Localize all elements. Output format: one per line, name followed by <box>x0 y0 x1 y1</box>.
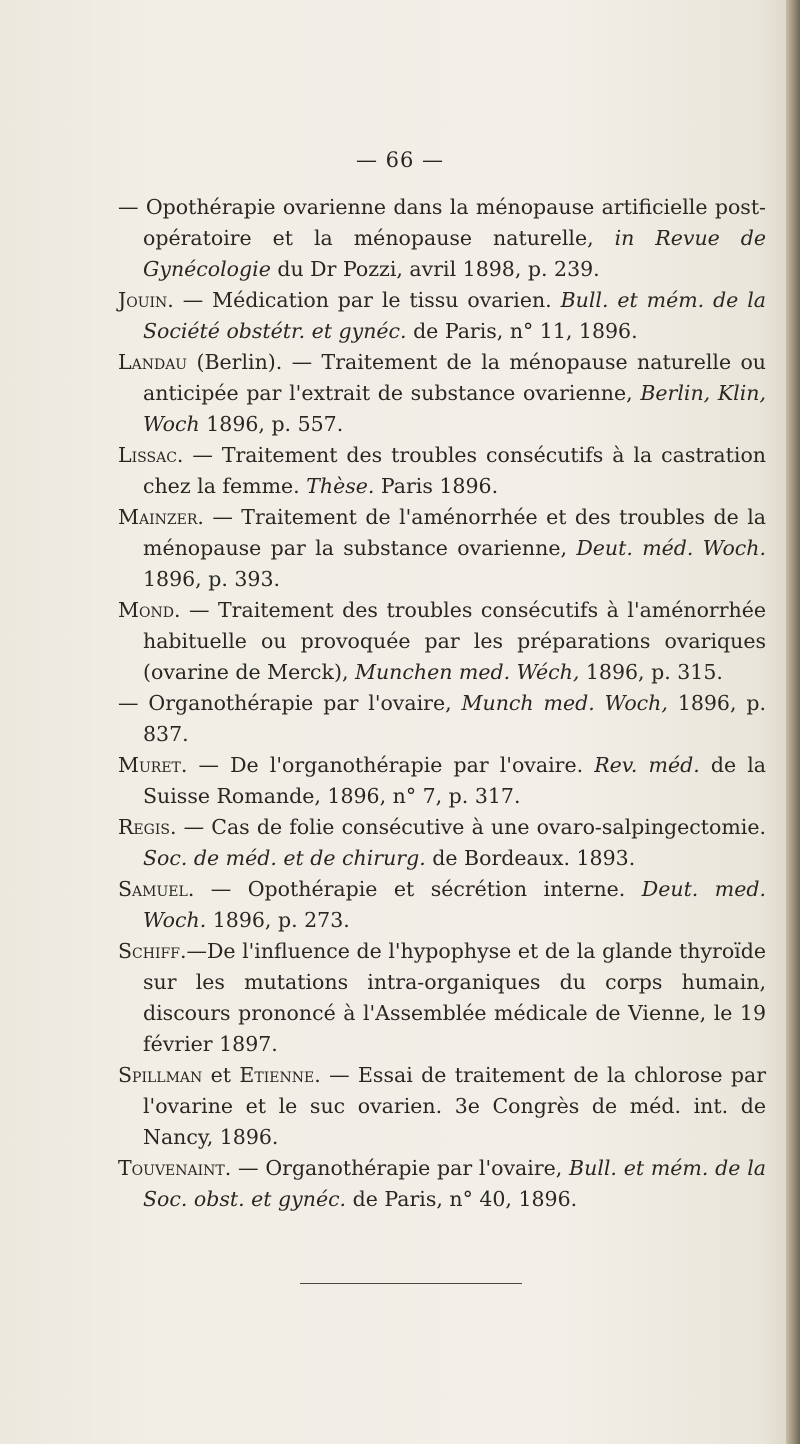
bibliography-entry: Schiff.—De l'influence de l'hypophyse et de la glande thyroïde sur les mutations intra-organiques du corps humain, discours prononcé à l'Assemblée médicale de Vienne, le 19 février 1897. <box>118 939 766 1056</box>
bibliography-entry: Touvenaint. — Organothérapie par l'ovaire, Bull. et mém. de la Soc. obst. et gynéc. de Paris, n° 40, 1896. <box>118 1156 766 1211</box>
bibliography-entry: Lissac. — Traitement des troubles consécutifs à la castration chez la femme. Thèse. Paris 1896. <box>118 443 766 498</box>
bibliography-entry: Jouin. — Médication par le tissu ovarien. Bull. et mém. de la Société obstétr. et gynéc. de Paris, n° 11, 1896. <box>118 288 766 343</box>
bibliography-entry: Landau (Berlin). — Traitement de la ménopause naturelle ou anticipée par l'extrait de substance ovarienne, Berlin, Klin, Woch 1896, p. 557. <box>118 350 766 436</box>
bibliography-list <box>118 192 766 1215</box>
end-rule <box>300 1283 522 1284</box>
bibliography-entry: — Opothérapie ovarienne dans la ménopause artificielle post-opératoire et la ménopause naturelle, in Revue de Gynécologie du Dr Pozzi, avril 1898, p. 239. <box>118 195 766 281</box>
bibliography-entry: Mainzer. — Traitement de l'aménorrhée et des troubles de la ménopause par la substance ovarienne, Deut. méd. Woch. 1896, p. 393. <box>118 505 766 591</box>
binding-edge <box>786 0 800 1444</box>
bibliography-entry: Muret. — De l'organothérapie par l'ovaire. Rev. méd. de la Suisse Romande, 1896, n° 7, p. 317. <box>118 753 766 808</box>
page-number: — 66 — <box>355 148 445 172</box>
bibliography-entry: Spillman et Etienne. — Essai de traitement de la chlorose par l'ovarine et le suc ovarien. 3e Congrès de méd. int. de Nancy, 1896. <box>118 1063 767 1149</box>
bibliography-entry: Mond. — Traitement des troubles consécutifs à l'aménorrhée habituelle ou provoquée par les préparations ovariques (ovarine de Merck), Munchen med. Wéch, 1896, p. 315. <box>118 598 766 684</box>
bibliography-entry: Samuel. — Opothérapie et sécrétion interne. Deut. med. Woch. 1896, p. 273. <box>118 877 766 932</box>
bibliography-entry: — Organothérapie par l'ovaire, Munch med. Woch, 1896, p. 837. <box>118 691 767 746</box>
bibliography-entry: Regis. — Cas de folie consécutive à une ovaro-salpingectomie. Soc. de méd. et de chirurg. de Bordeaux. 1893. <box>118 815 766 870</box>
